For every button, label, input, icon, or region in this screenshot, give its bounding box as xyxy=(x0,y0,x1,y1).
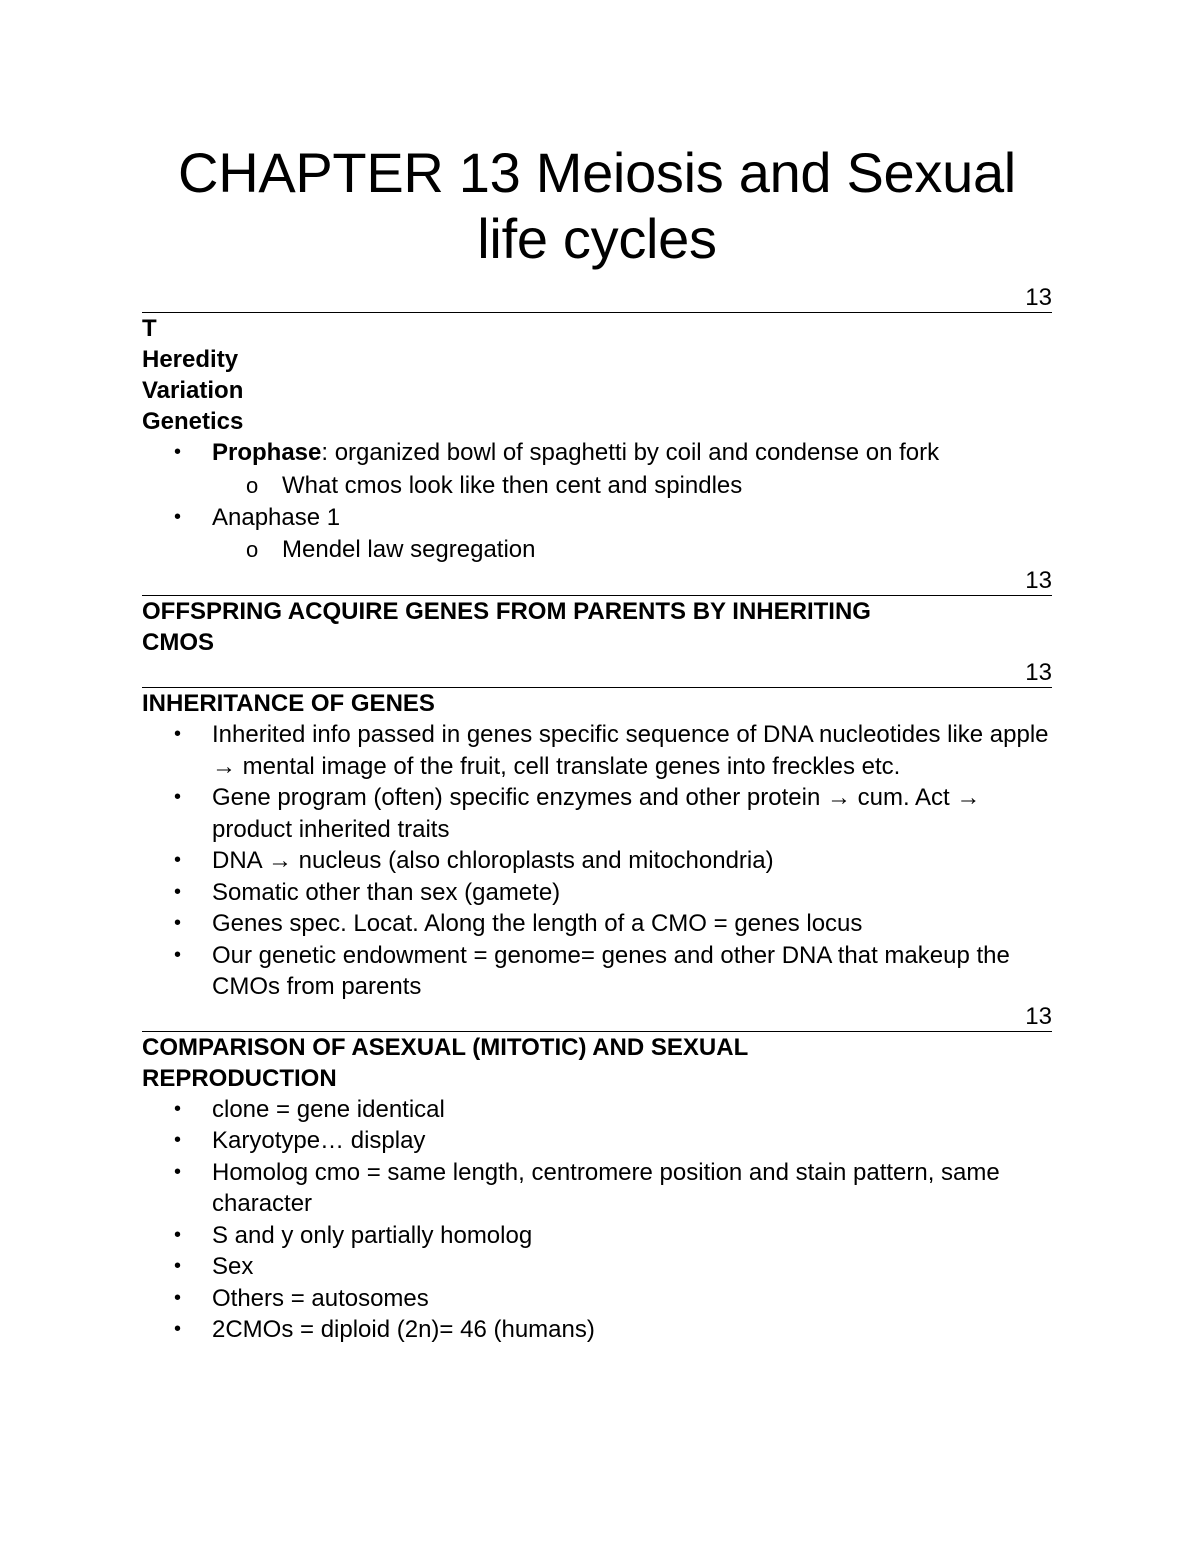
list-item xyxy=(142,1157,1052,1220)
item-text: DNA → nucleus (also chloroplasts and mitochondria) xyxy=(212,847,774,874)
item-text: clone = gene identical xyxy=(212,1095,445,1123)
heading-line: OFFSPRING ACQUIRE GENES FROM PARENTS BY INHERITING xyxy=(142,598,871,625)
bullet-icon: • xyxy=(174,880,182,903)
term-variation: Variation xyxy=(142,377,244,404)
item-text: Inherited info passed in genes specific sequence of DNA nucleotides like apple → mental image of the fruit, cell translate genes into freckles etc. xyxy=(212,721,1049,780)
item-text: Homolog cmo = same length, centromere position and stain pattern, same character xyxy=(212,1158,1000,1217)
list-item xyxy=(142,719,1052,782)
sub-item-text: Mendel law segregation xyxy=(282,536,536,563)
list-item xyxy=(142,845,1052,877)
bullet-icon: • xyxy=(174,786,182,808)
comparison-bullet-list xyxy=(142,1094,1052,1346)
prophase-text: : organized bowl of spaghetti by coil and condense on fork xyxy=(321,439,940,466)
circle-bullet-icon: o xyxy=(246,537,259,562)
document-page xyxy=(142,140,1052,1346)
section-number: 13 xyxy=(1025,659,1052,686)
term-t: T xyxy=(142,315,157,342)
item-text: Gene program (often) specific enzymes and other protein → cum. Act → product inherited traits xyxy=(212,784,981,843)
heading-line: REPRODUCTION xyxy=(142,1064,337,1092)
document-title xyxy=(142,140,1052,272)
term-genetics: Genetics xyxy=(142,408,244,435)
item-text: Genes spec. Locat. Along the length of a CMO = genes locus xyxy=(212,910,863,937)
section-heading-comparison xyxy=(142,1032,1052,1094)
list-item xyxy=(142,1220,1052,1252)
sub-bullet-list xyxy=(212,469,1052,502)
intro-bullet-list xyxy=(142,437,1052,566)
item-text: Our genetic endowment = genome= genes and other DNA that makeup the CMOs from parents xyxy=(212,941,1010,1000)
list-item xyxy=(142,877,1052,909)
list-item xyxy=(142,1314,1052,1346)
prophase-term: Prophase xyxy=(212,439,322,466)
list-item xyxy=(142,1251,1052,1283)
section-heading-inheritance: INHERITANCE OF GENES xyxy=(142,690,435,717)
bullet-icon: • xyxy=(174,1129,182,1151)
sub-list-item xyxy=(212,469,1052,502)
bullet-icon: • xyxy=(174,723,182,745)
inheritance-bullet-list xyxy=(142,719,1052,1003)
heading-line: COMPARISON OF ASEXUAL (MITOTIC) AND SEXUAL xyxy=(142,1033,749,1061)
circle-bullet-icon: o xyxy=(246,472,259,498)
bullet-icon: • xyxy=(174,1255,182,1277)
list-item xyxy=(142,502,1052,567)
heading-line: CMOS xyxy=(142,629,214,656)
item-text: Karyotype… display xyxy=(212,1127,426,1154)
bullet-icon: • xyxy=(174,1097,182,1120)
section-divider xyxy=(142,659,1052,688)
sub-list-item xyxy=(212,533,1052,566)
title-line-2: life cycles xyxy=(477,207,717,270)
bullet-icon: • xyxy=(174,849,182,871)
bullet-icon: • xyxy=(174,1160,182,1183)
item-text: Others = autosomes xyxy=(212,1284,429,1312)
section-number: 13 xyxy=(1025,567,1052,594)
list-item xyxy=(142,782,1052,845)
item-text: S and y only partially homolog xyxy=(212,1221,533,1249)
bullet-icon: • xyxy=(174,1223,182,1246)
bullet-icon: • xyxy=(174,1286,182,1309)
title-line-1: CHAPTER 13 Meiosis and Sexual xyxy=(178,141,1016,204)
item-text: Somatic other than sex (gamete) xyxy=(212,878,561,906)
bullet-icon: • xyxy=(174,441,182,463)
bullet-icon: • xyxy=(174,912,182,934)
sub-item-text: What cmos look like then cent and spindles xyxy=(282,471,743,499)
list-item xyxy=(142,437,1052,502)
section-divider xyxy=(142,284,1052,313)
list-item xyxy=(142,1283,1052,1315)
item-text: Anaphase 1 xyxy=(212,503,341,531)
section-heading-offspring xyxy=(142,596,1052,658)
item-text: Sex xyxy=(212,1253,254,1280)
sub-bullet-list xyxy=(212,533,1052,566)
list-item xyxy=(142,908,1052,940)
section-number: 13 xyxy=(1025,284,1052,311)
section-divider xyxy=(142,567,1052,596)
bullet-icon: • xyxy=(174,505,182,528)
item-text: 2CMOs = diploid (2n)= 46 (humans) xyxy=(212,1316,595,1343)
bullet-icon: • xyxy=(174,1318,182,1340)
list-item xyxy=(142,1125,1052,1157)
term-heredity: Heredity xyxy=(142,346,239,373)
section-number: 13 xyxy=(1025,1002,1052,1030)
list-item xyxy=(142,1094,1052,1126)
list-item xyxy=(142,940,1052,1003)
section-divider xyxy=(142,1003,1052,1032)
bullet-icon: • xyxy=(174,943,182,966)
